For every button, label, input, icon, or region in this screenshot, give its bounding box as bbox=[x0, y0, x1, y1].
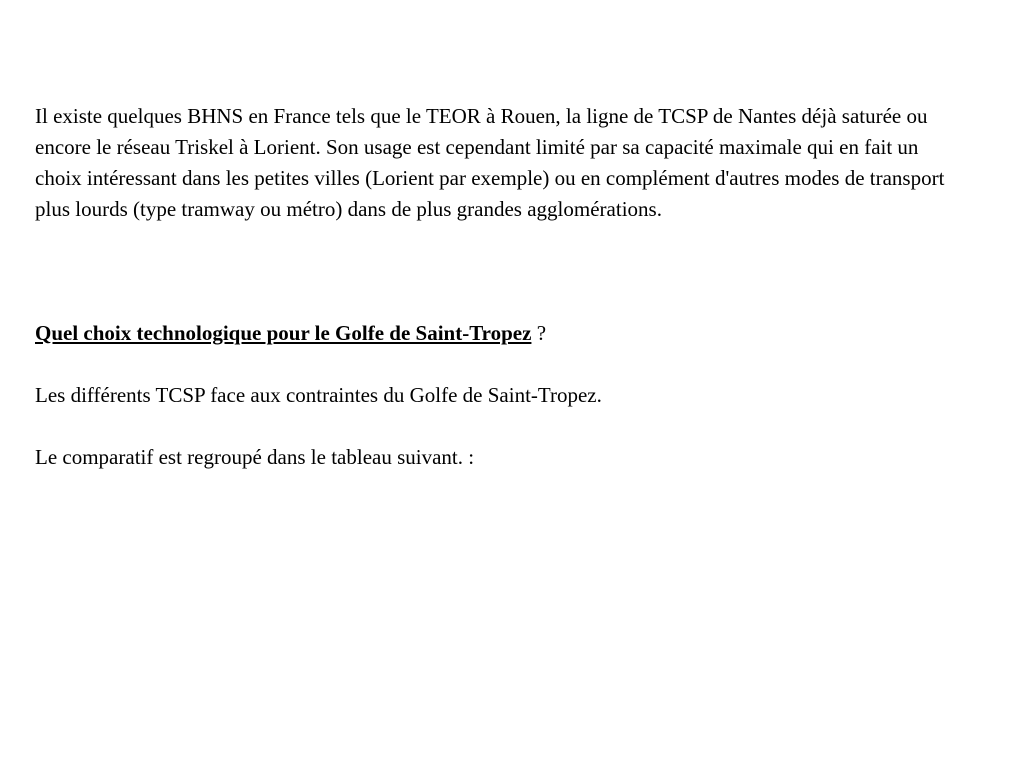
subtitle-line: Les différents TCSP face aux contraintes du Golfe de Saint-Tropez. bbox=[35, 383, 602, 407]
spacer bbox=[35, 349, 995, 380]
section-heading-title: Quel choix technologique pour le Golfe de Saint-Tropez bbox=[35, 321, 532, 345]
spacer bbox=[35, 411, 995, 442]
intro-paragraph: Il existe quelques BHNS en France tels que le TEOR à Rouen, la ligne de TCSP de Nantes déjà saturée ou encore le réseau Triskel à Lorient. Son usage est cependant limité par sa capacité maximale qui en fait un choix intéressant dans les petites villes (Lorient par exemple) ou en complément d'autres modes de transport plus lourds (type tramway ou métro) dans de plus grandes agglomérations. bbox=[35, 104, 945, 221]
section-heading-suffix: ? bbox=[531, 321, 547, 345]
document-page bbox=[35, 101, 995, 473]
section-heading bbox=[35, 318, 995, 349]
comparison-note: Le comparatif est regroupé dans le tableau suivant. : bbox=[35, 445, 475, 469]
spacer bbox=[35, 225, 995, 318]
